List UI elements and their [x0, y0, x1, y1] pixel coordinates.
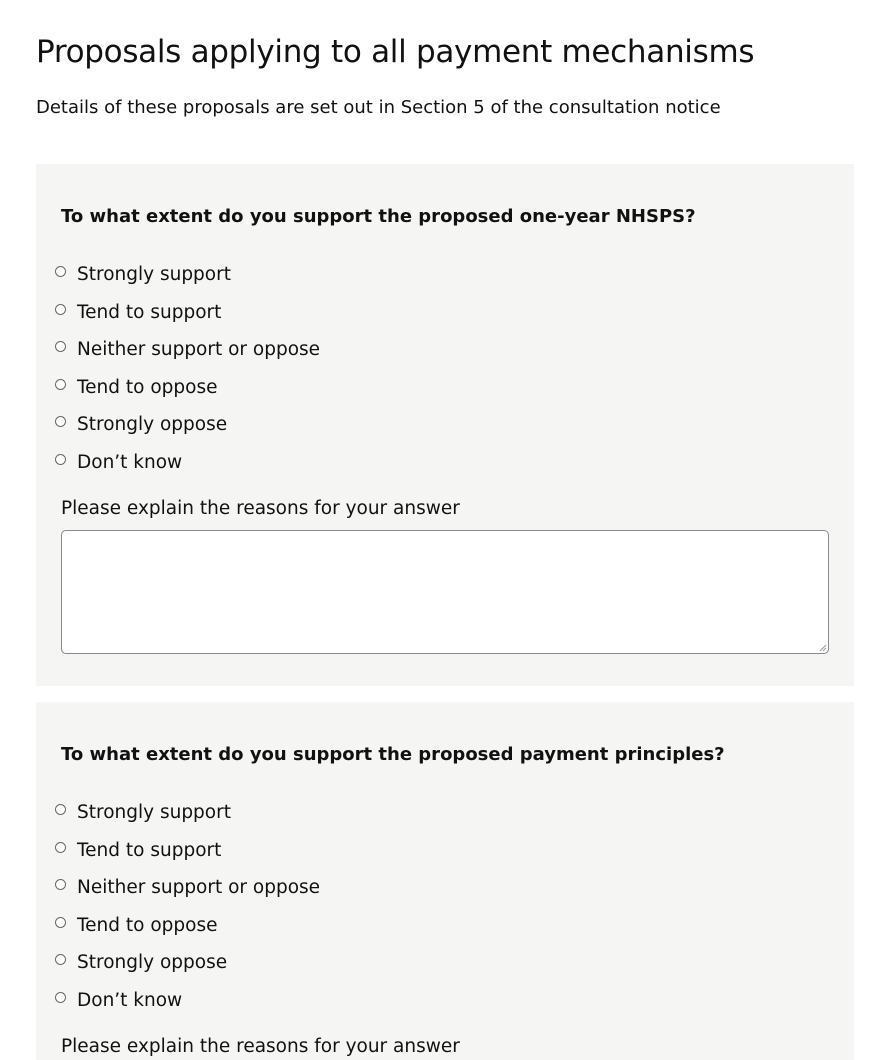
page-subtitle: Details of these proposals are set out in Section 5 of the consultation notice [36, 97, 721, 118]
option-neither[interactable] [55, 869, 320, 907]
option-label: Neither support or oppose [77, 339, 321, 361]
question-title: To what extent do you support the proposed payment principles? [61, 744, 725, 765]
option-strongly-oppose[interactable] [55, 944, 320, 982]
radio-button[interactable] [55, 917, 66, 928]
option-label: Don’t know [77, 451, 183, 473]
radio-button[interactable] [55, 454, 66, 465]
option-dont-know[interactable] [55, 444, 320, 482]
option-label: Tend to support [77, 839, 222, 861]
option-label: Strongly support [77, 802, 231, 824]
radio-button[interactable] [55, 304, 66, 315]
question-card-nhsps [36, 164, 854, 686]
question-title: To what extent do you support the proposed one-year NHSPS? [61, 206, 696, 227]
option-tend-to-support[interactable] [55, 294, 320, 332]
radio-button[interactable] [55, 416, 66, 427]
option-label: Tend to support [77, 301, 222, 323]
option-dont-know[interactable] [55, 982, 320, 1020]
option-label: Neither support or oppose [77, 877, 321, 899]
option-tend-to-support[interactable] [55, 832, 320, 870]
radio-button[interactable] [55, 341, 66, 352]
option-tend-to-oppose[interactable] [55, 907, 320, 945]
page-title: Proposals applying to all payment mechanisms [36, 34, 755, 70]
option-label: Tend to oppose [77, 376, 218, 398]
radio-button[interactable] [55, 879, 66, 890]
radio-button[interactable] [55, 379, 66, 390]
radio-button[interactable] [55, 266, 66, 277]
option-label: Tend to oppose [77, 914, 218, 936]
radio-button[interactable] [55, 992, 66, 1003]
reasons-textarea[interactable] [61, 530, 829, 654]
option-tend-to-oppose[interactable] [55, 369, 320, 407]
option-label: Strongly oppose [77, 952, 228, 974]
option-label: Strongly support [77, 264, 231, 286]
radio-button[interactable] [55, 842, 66, 853]
explain-label: Please explain the reasons for your answer [61, 1036, 460, 1057]
radio-group [55, 256, 320, 481]
option-neither[interactable] [55, 331, 320, 369]
resize-grip-icon[interactable] [818, 643, 827, 652]
radio-button[interactable] [55, 954, 66, 965]
option-strongly-support[interactable] [55, 256, 320, 294]
option-label: Don’t know [77, 989, 183, 1011]
option-strongly-support[interactable] [55, 794, 320, 832]
explain-label: Please explain the reasons for your answer [61, 498, 460, 519]
question-card-payment-principles [36, 702, 854, 1060]
radio-button[interactable] [55, 804, 66, 815]
option-label: Strongly oppose [77, 414, 228, 436]
option-strongly-oppose[interactable] [55, 406, 320, 444]
radio-group [55, 794, 320, 1019]
